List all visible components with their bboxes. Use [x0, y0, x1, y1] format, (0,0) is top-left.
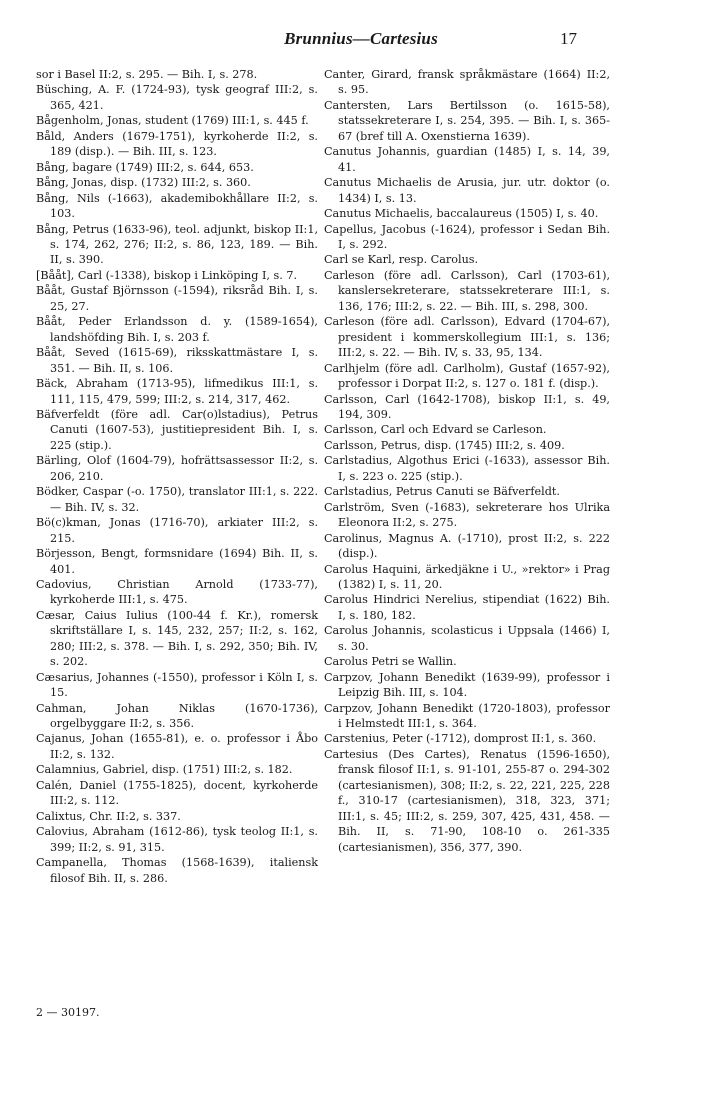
index-entry: Carolus Hindrici Nerelius, stipendiat (1622) Bih. I, s. 180, 182. [324, 593, 610, 622]
index-entry: Båld, Anders (1679-1751), kyrkoherde II:2, s. 189 (disp.). — Bih. III, s. 123. [36, 129, 318, 159]
index-entry: Bång, Jonas, disp. (1732) III:2, s. 360. [36, 176, 251, 190]
index-entry: Cadovius, Christian Arnold (1733-77), kyrkoherde III:1, s. 475. [36, 577, 318, 607]
index-entry: Bååt, Peder Erlandsson d. y. (1589-1654), landshöfding Bih. I, s. 203 f. [36, 315, 318, 344]
index-entry: Carolus Johannis, scolasticus i Uppsala (1466) I, s. 30. [324, 624, 610, 653]
index-entry: Calixtus, Chr. II:2, s. 337. [36, 809, 181, 823]
index-entry: Calén, Daniel (1755-1825), docent, kyrkoherde III:2, s. 112. [36, 778, 318, 808]
index-entry: Carlsson, Petrus, disp. (1745) III:2, s. 409. [324, 438, 565, 452]
index-entry: [Bååt], Carl (-1338), biskop i Linköping I, s. 7. [36, 268, 297, 282]
index-entry: Calamnius, Gabriel, disp. (1751) III:2, s. 182. [36, 763, 293, 777]
index-entry: Carlstadius, Petrus Canuti se Bäfverfeldt. [324, 485, 560, 499]
printer-signature: 2 — 30197. [36, 1006, 100, 1019]
index-entry: Carstenius, Peter (-1712), domprost II:1, s. 360. [324, 732, 597, 746]
index-entry: Carlsson, Carl och Edvard se Carleson. [324, 423, 547, 437]
index-entry: Carolus Haquini, ärkedjäkne i U., »rektor» i Prag (1382) I, s. 11, 20. [324, 562, 610, 591]
index-entry: Carlstadius, Algothus Erici (-1633), assessor Bih. I, s. 223 o. 225 (stip.). [324, 454, 610, 483]
index-entry: Cæsar, Caius Iulius (100-44 f. Kr.), romersk skriftställare I, s. 145, 232, 257; II:2, s. 162, 280; III:2, s. 378. — Bih. I, s. 292, 350; Bih. IV, s. 202. [36, 608, 318, 669]
index-entry: Bååt, Gustaf Björnsson (-1594), riksråd Bih. I, s. 25, 27. [36, 284, 318, 313]
index-entry: Bärling, Olof (1604-79), hofrättsassessor II:2, s. 206, 210. [36, 454, 318, 483]
index-entry: Carleson (före adl. Carlsson), Edvard (1704-67), president i kommerskollegium III:1, s. 136; III:2, s. 22. — Bih. IV, s. 33, 95, 134. [324, 315, 610, 360]
index-entry: Börjesson, Bengt, formsnidare (1694) Bih. II, s. 401. [36, 547, 318, 576]
index-entry: Canutus Johannis, guardian (1485) I, s. 14, 39, 41. [324, 145, 610, 174]
index-entry: Bö(c)kman, Jonas (1716-70), arkiater III:2, s. 215. [36, 516, 318, 545]
left-column [36, 67, 318, 886]
index-entry: Cæsarius, Johannes (-1550), professor i Köln I, s. 15. [36, 670, 318, 700]
index-entry: Cajanus, Johan (1655-81), e. o. professor i Åbo II:2, s. 132. [36, 732, 318, 761]
index-entry: Cantersten, Lars Bertilsson (o. 1615-58), statssekreterare I, s. 254, 395. — Bih. I, s. 365-67 (bref till A. Oxenstierna 1639). [324, 98, 610, 143]
index-entry: sor i Basel II:2, s. 295. — Bih. I, s. 278. [36, 68, 258, 81]
index-entry: Cahman, Johan Niklas (1670-1736), orgelbyggare II:2, s. 356. [36, 701, 318, 731]
index-entry: Carpzov, Johann Benedikt (1639-99), professor i Leipzig Bih. III, s. 104. [324, 670, 610, 700]
index-entry: Bång, Nils (-1663), akademibokhållare II:2, s. 103. [36, 191, 318, 221]
index-entry: Bäfverfeldt (före adl. Car(o)lstadius), Petrus Canuti (1607-53), justitiepresident Bih. I, s. 225 (stip.). [36, 407, 318, 452]
page-number: 17 [560, 29, 577, 48]
index-entry: Büsching, A. F. (1724-93), tysk geograf III:2, s. 365, 421. [36, 83, 318, 112]
index-entry: Carlhjelm (före adl. Carlholm), Gustaf (1657-92), professor i Dorpat II:2, s. 127 o. 181 f. (disp.). [324, 361, 610, 391]
index-entry: Carleson (före adl. Carlsson), Carl (1703-61), kanslersekreterare, statssekreterare III:1, s. 136, 176; III:2, s. 22. — Bih. III, s. 298, 300. [324, 268, 610, 313]
index-entry: Carolus Petri se Wallin. [324, 655, 457, 669]
running-header-title: Brunnius—Cartesius [284, 29, 438, 48]
index-entry: Campanella, Thomas (1568-1639), italiensk filosof Bih. II, s. 286. [36, 856, 318, 885]
index-entry: Bång, Petrus (1633-96), teol. adjunkt, biskop II:1, s. 174, 262, 276; II:2, s. 86, 123, 189. — Bih. II, s. 390. [36, 222, 318, 267]
index-entry: Canutus Michaelis de Arusia, jur. utr. doktor (o. 1434) I, s. 13. [324, 176, 610, 205]
index-entry: Bång, bagare (1749) III:2, s. 644, 653. [36, 160, 254, 174]
index-entry: Carlström, Sven (-1683), sekreterare hos Ulrika Eleonora II:2, s. 275. [324, 500, 610, 530]
index-entry: Carolinus, Magnus A. (-1710), prost II:2, s. 222 (disp.). [324, 531, 610, 561]
index-entry: Cartesius (Des Cartes), Renatus (1596-1650), fransk filosof II:1, s. 91-101, 255-87 o. 294-302 (cartesianismen), 308; II:2, s. 22, 221, 225, 228 f., 310-17 (cartesianismen), 318, 323, 371; III:1, s. 45; III:2, s. 259, 307, 425, 431, 458. — Bih. II, s. 71-90, 108-10 o. 261-335 (cartesianismen), 356, 377, 390. [324, 747, 610, 854]
index-entry: Bågenholm, Jonas, student (1769) III:1, s. 445 f. [36, 114, 309, 128]
right-column [324, 67, 610, 855]
index-entry: Canutus Michaelis, baccalaureus (1505) I, s. 40. [324, 207, 599, 221]
index-entry: Carlsson, Carl (1642-1708), biskop II:1, s. 49, 194, 309. [324, 392, 610, 421]
index-entry: Canter, Girard, fransk språkmästare (1664) II:2, s. 95. [324, 68, 610, 97]
index-entry: Carpzov, Johann Benedikt (1720-1803), professor i Helmstedt III:1, s. 364. [324, 701, 610, 731]
index-entry: Bååt, Seved (1615-69), riksskattmästare I, s. 351. — Bih. II, s. 106. [36, 346, 318, 375]
index-entry: Calovius, Abraham (1612-86), tysk teolog II:1, s. 399; II:2, s. 91, 315. [36, 825, 318, 854]
index-entry: Carl se Karl, resp. Carolus. [324, 253, 479, 267]
index-entry: Bäck, Abraham (1713-95), lifmedikus III:1, s. 111, 115, 479, 599; III:2, s. 214, 317, 462. [36, 377, 318, 406]
index-entry: Bödker, Caspar (-o. 1750), translator III:1, s. 222. — Bih. IV, s. 32. [36, 485, 318, 514]
index-entry: Capellus, Jacobus (-1624), professor i Sedan Bih. I, s. 292. [324, 222, 610, 251]
